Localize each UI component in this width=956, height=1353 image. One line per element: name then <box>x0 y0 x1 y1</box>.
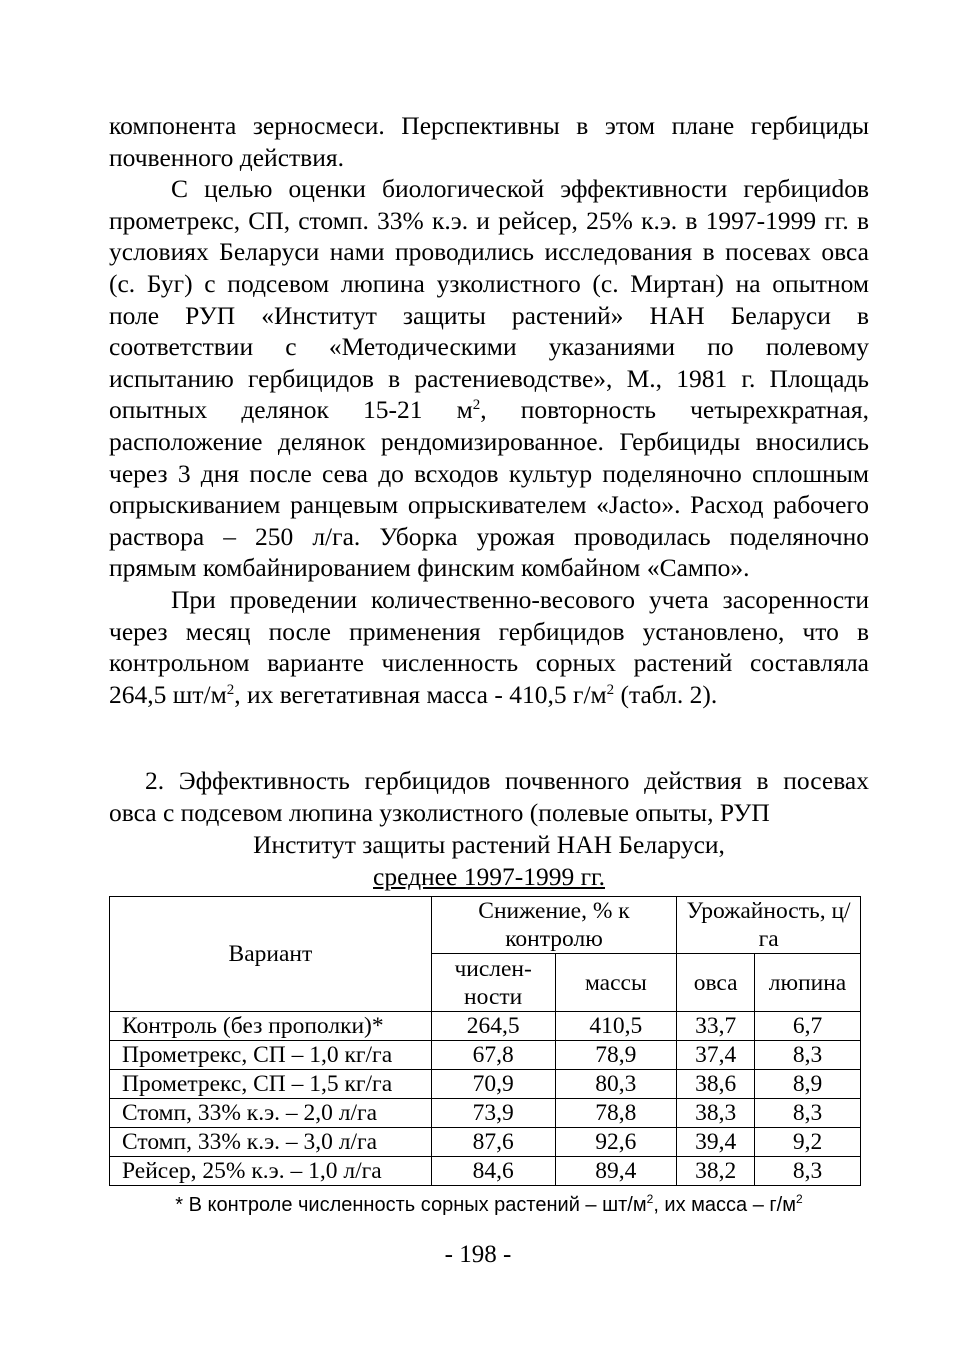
cell-number: 67,8 <box>431 1041 555 1070</box>
cell-mass: 89,4 <box>555 1157 677 1186</box>
header-variant: Вариант <box>110 897 432 1012</box>
cell-oats: 39,4 <box>677 1128 755 1157</box>
paragraph-2-part1: С целью оценки биологической эффективности гербициdов прометрекс, СП, стомп. 33% к.э. и рейсер, 25% к.э. в 1997-1999 гг. в условиях Беларуси нами проводились исследования в посевах овса (с. Буг) с подсевом люпина узколистного (с. Миртан) на опытном поле РУП «Институт защиты растений» НАН Беларуси в соответствии с «Методическими указаниями по полевому испытанию гербицидов в растениеводстве», М., 1981 г. Площадь опытных делянок 15-21 м <box>109 174 869 425</box>
table-footnote <box>109 1193 869 1217</box>
header-mass: массы <box>555 954 677 1012</box>
paragraph-3-part3: (табл. 2). <box>614 679 718 709</box>
cell-variant: Прометрекс, СП – 1,0 кг/га <box>110 1041 432 1070</box>
table-row <box>110 1012 861 1041</box>
paragraph-2 <box>109 173 869 584</box>
cell-lupin: 8,3 <box>755 1157 861 1186</box>
cell-number: 87,6 <box>431 1128 555 1157</box>
cell-lupin: 8,9 <box>755 1070 861 1099</box>
cell-number: 73,9 <box>431 1099 555 1128</box>
superscript: 2 <box>472 397 481 414</box>
cell-variant: Стомп, 33% к.э. – 2,0 л/га <box>110 1099 432 1128</box>
cell-variant: Стомп, 33% к.э. – 3,0 л/га <box>110 1128 432 1157</box>
table-header-row-1 <box>110 897 861 954</box>
cell-mass: 78,9 <box>555 1041 677 1070</box>
cell-variant: Рейсер, 25% к.э. – 1,0 л/га <box>110 1157 432 1186</box>
body-text <box>109 110 869 710</box>
cell-mass: 92,6 <box>555 1128 677 1157</box>
paragraph-3-part1: При проведении количественно-весового учета засоренности через месяц после применения гербицидов установлено, что в контрольном варианте численность сорных растений составляла 264,5 шт/м <box>109 584 869 709</box>
caption-line-3 <box>109 861 869 893</box>
cell-mass: 410,5 <box>555 1012 677 1041</box>
cell-variant: Контроль (без прополки)* <box>110 1012 432 1041</box>
superscript: 2 <box>606 681 615 698</box>
results-table <box>109 896 861 1186</box>
page-number: - 198 - <box>444 1241 512 1268</box>
cell-number: 84,6 <box>431 1157 555 1186</box>
paragraph-1: компонента зерносмеси. Перспективны в этом плане гербициды почвенного действия. <box>109 111 869 172</box>
cell-oats: 37,4 <box>677 1041 755 1070</box>
cell-mass: 80,3 <box>555 1070 677 1099</box>
paragraph-3 <box>109 584 869 710</box>
footnote-part1: * В контроле численность сорных растений – шт/м <box>175 1194 647 1216</box>
cell-number: 264,5 <box>431 1012 555 1041</box>
header-number: числен-ности <box>431 954 555 1012</box>
cell-oats: 38,3 <box>677 1099 755 1128</box>
cell-lupin: 8,3 <box>755 1099 861 1128</box>
cell-lupin: 8,3 <box>755 1041 861 1070</box>
table-row <box>110 1070 861 1099</box>
caption-line-1: 2. Эффективность гербицидов почвенного действия в посевах овса с подсевом люпина узколистного (полевые опыты, РУП <box>109 766 869 827</box>
paragraph-2-part2: , повторность четырехкратная, расположение делянок рендомизированное. Гербициды вносились через 3 дня после сева до всходов культур поделяночно сплошным опрыскиванием ранцевым опрыскивателем «Jacto». Расход рабочего раствора – 250 л/га. Уборка урожая проводилась поделяночно прямым комбайнированием финским комбайном «Сампо». <box>109 395 869 583</box>
header-oats: овса <box>677 954 755 1012</box>
cell-lupin: 6,7 <box>755 1012 861 1041</box>
table-row <box>110 1041 861 1070</box>
header-reduction: Снижение, % к контролю <box>431 897 676 954</box>
footnote-part2: , их масса – г/м <box>653 1194 796 1216</box>
caption-line-2: Институт защиты растений НАН Беларуси, <box>253 830 725 859</box>
cell-lupin: 9,2 <box>755 1128 861 1157</box>
cell-mass: 78,8 <box>555 1099 677 1128</box>
superscript: 2 <box>796 1192 803 1206</box>
table-row <box>110 1099 861 1128</box>
cell-oats: 38,2 <box>677 1157 755 1186</box>
table-caption <box>109 765 869 893</box>
cell-variant: Прометрекс, СП – 1,5 кг/га <box>110 1070 432 1099</box>
paragraph-3-part2: , их вегетативная масса - 410,5 г/м <box>234 679 607 709</box>
cell-oats: 33,7 <box>677 1012 755 1041</box>
cell-oats: 38,6 <box>677 1070 755 1099</box>
header-lupin: люпина <box>755 954 861 1012</box>
cell-number: 70,9 <box>431 1070 555 1099</box>
superscript: 2 <box>226 681 235 698</box>
table-row <box>110 1128 861 1157</box>
superscript: 2 <box>646 1192 654 1206</box>
header-yield: Урожайность, ц/га <box>677 897 861 954</box>
table-row <box>110 1157 861 1186</box>
caption-line-3-text: среднее 1997-1999 гг. <box>373 862 605 891</box>
